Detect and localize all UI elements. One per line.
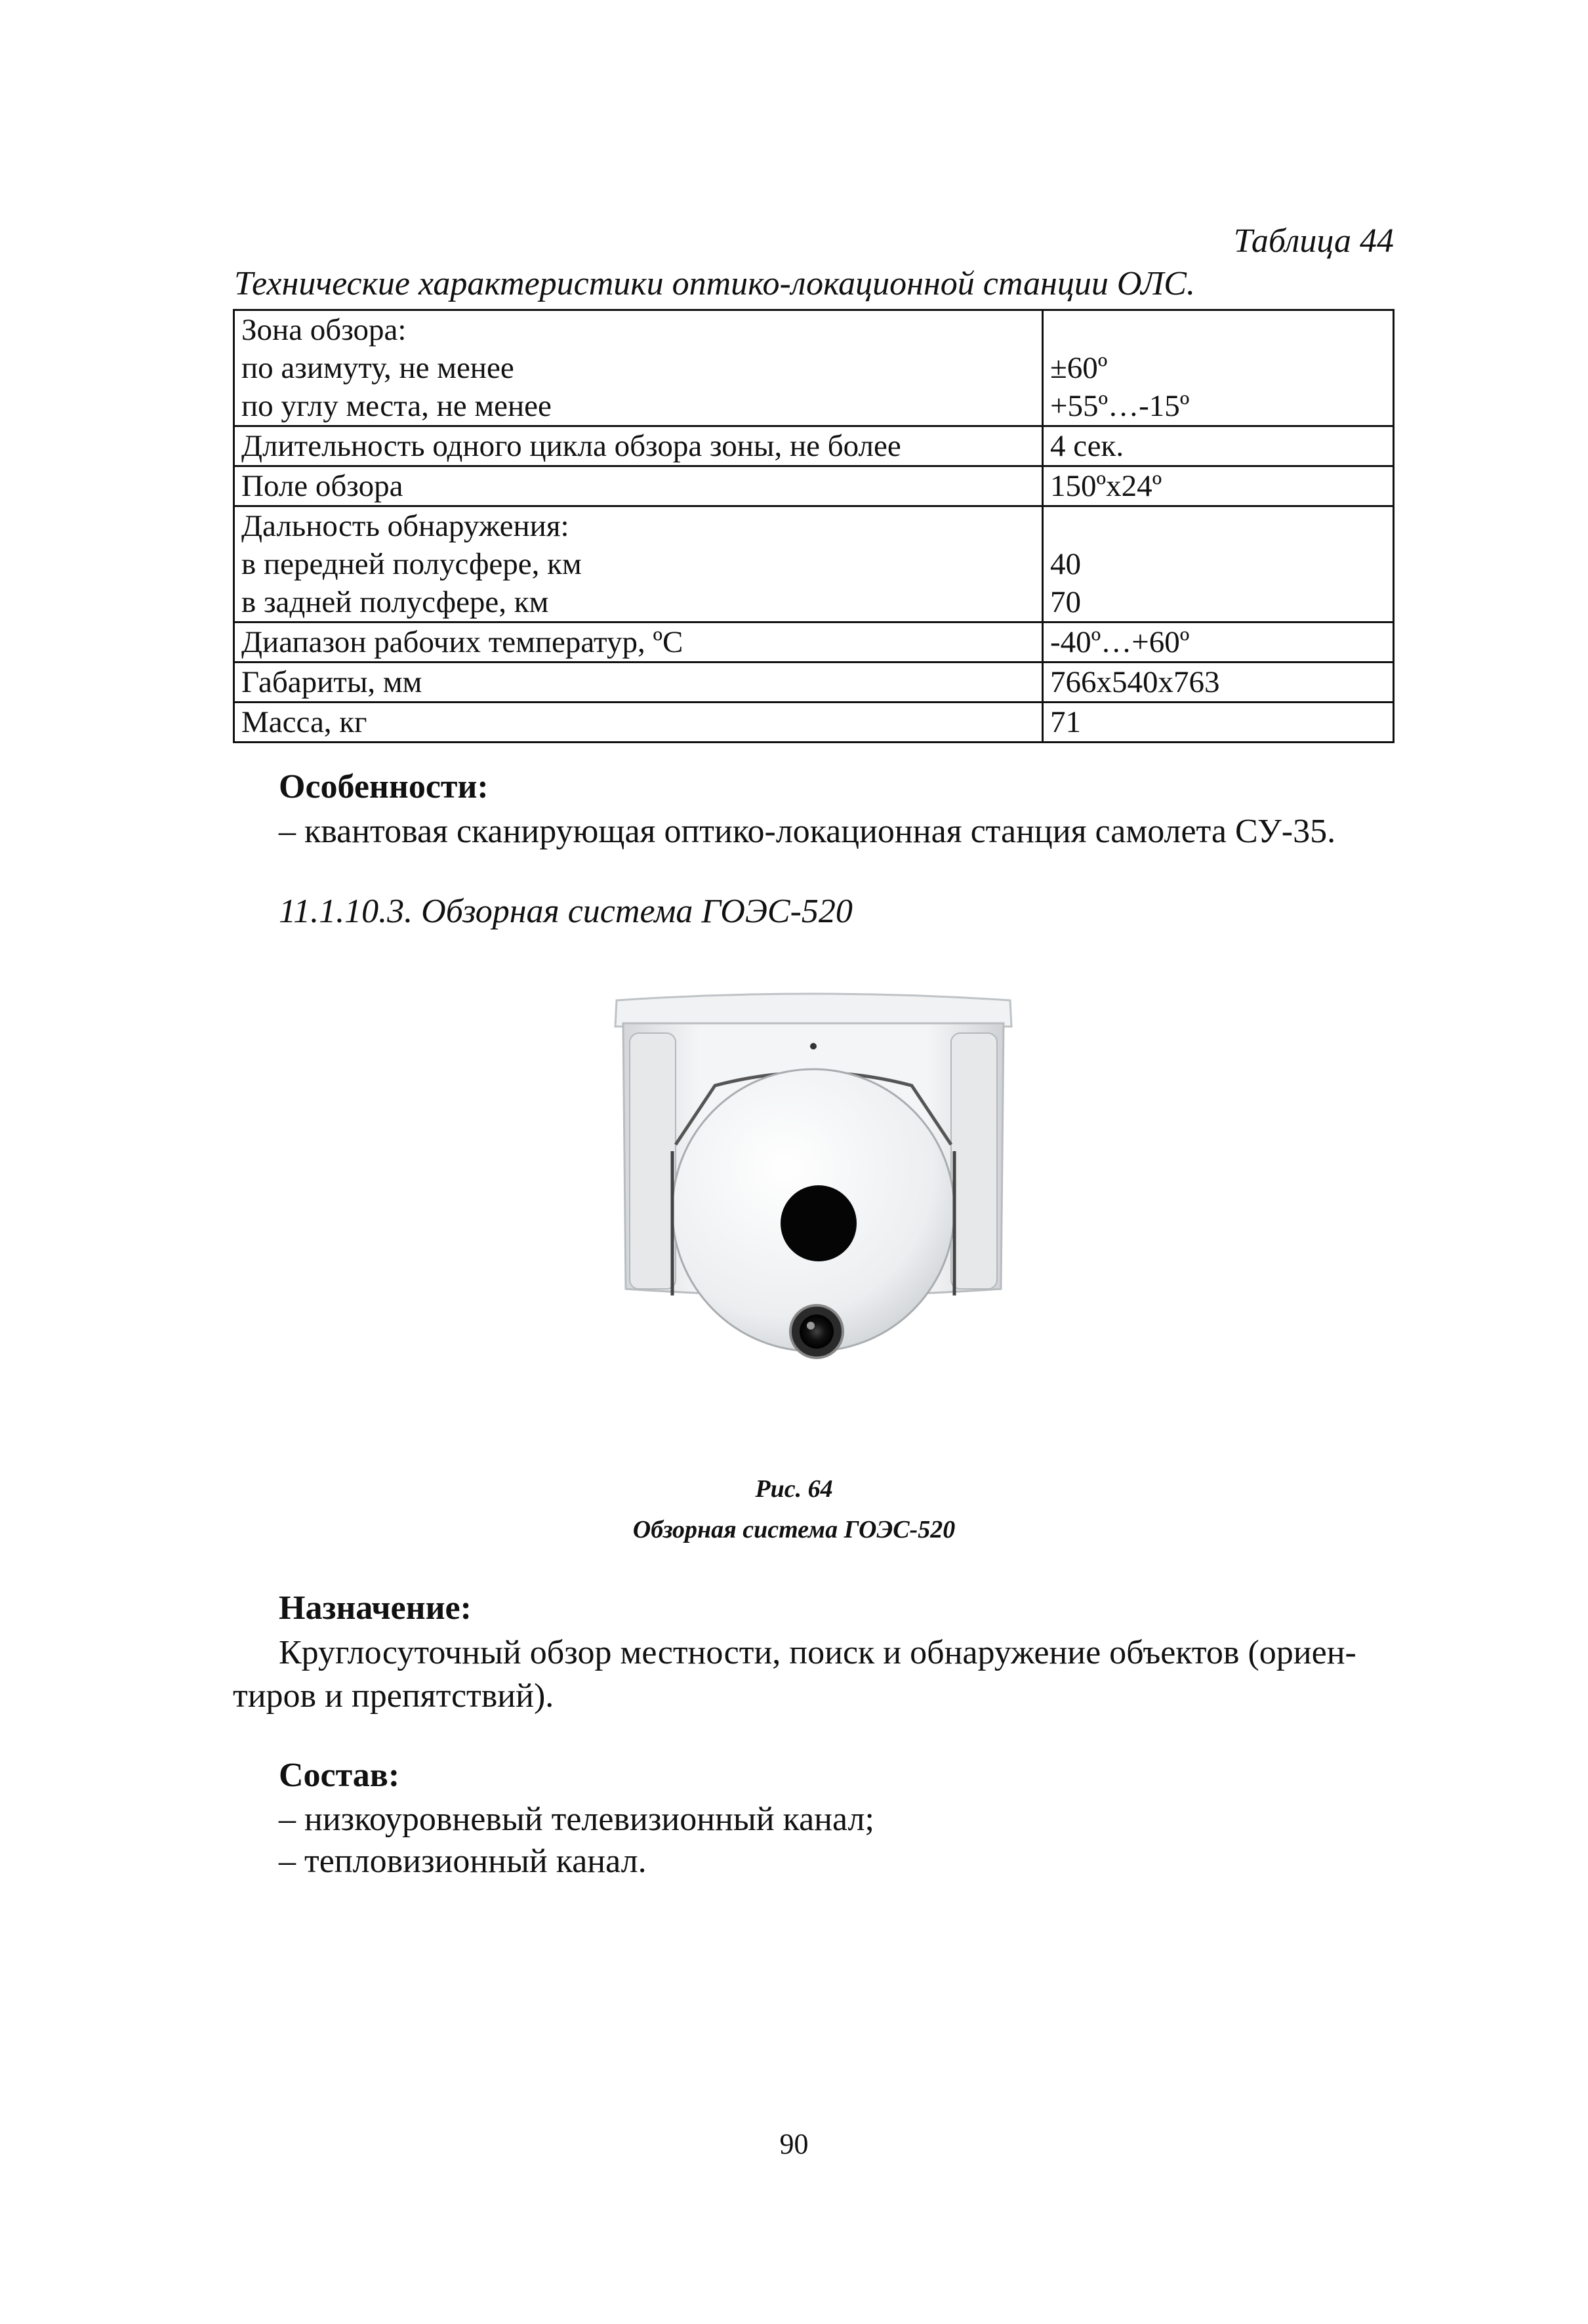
table-row bbox=[234, 703, 1394, 743]
value-line: 150ºx24º bbox=[1050, 469, 1162, 503]
table-row bbox=[234, 310, 1394, 426]
value-cell bbox=[1043, 506, 1394, 622]
value-cell bbox=[1043, 466, 1394, 506]
value-line: 71 bbox=[1050, 705, 1081, 739]
purpose-heading: Назначение: bbox=[279, 1589, 472, 1627]
table-row bbox=[234, 466, 1394, 506]
table-row bbox=[234, 663, 1394, 703]
param-cell bbox=[234, 663, 1043, 703]
param-line: Поле обзора bbox=[241, 469, 403, 503]
table-row bbox=[234, 622, 1394, 663]
composition-item: – низкоуровневый телевизионный канал; bbox=[279, 1801, 874, 1838]
param-line: по азимуту, не менее bbox=[241, 351, 514, 385]
page-number: 90 bbox=[779, 2128, 809, 2160]
value-line: 766x540x763 bbox=[1050, 665, 1220, 699]
figure-caption-title: Обзорная система ГОЭС-520 bbox=[632, 1516, 956, 1543]
composition-heading: Состав: bbox=[279, 1757, 400, 1794]
param-line: в передней полусфере, км bbox=[241, 547, 582, 581]
composition-item: – тепловизионный канал. bbox=[279, 1843, 647, 1880]
param-cell bbox=[234, 622, 1043, 663]
param-cell bbox=[234, 310, 1043, 426]
features-item: – квантовая сканирующая оптико-локационная станция самолета СУ-35. bbox=[279, 813, 1336, 850]
value-cell bbox=[1043, 622, 1394, 663]
spec-table bbox=[233, 309, 1395, 743]
param-line: Длительность одного цикла обзора зоны, не более bbox=[241, 429, 901, 463]
value-line: -40º…+60º bbox=[1050, 625, 1190, 659]
param-line: Дальность обнаружения: bbox=[241, 509, 569, 543]
purpose-line-1: Круглосуточный обзор местности, поиск и обнаружение объектов (ориен- bbox=[279, 1634, 1356, 1671]
value-line: 40 bbox=[1050, 547, 1081, 581]
table-title: Технические характеристики оптико-локационной станции ОЛС. bbox=[234, 265, 1195, 302]
value-line: ±60º bbox=[1050, 351, 1108, 385]
param-cell bbox=[234, 703, 1043, 743]
value-cell bbox=[1043, 703, 1394, 743]
purpose-line-2: тиров и препятствий). bbox=[233, 1677, 554, 1715]
value-cell bbox=[1043, 310, 1394, 426]
param-cell bbox=[234, 426, 1043, 466]
table-row bbox=[234, 426, 1394, 466]
value-line: 70 bbox=[1050, 585, 1081, 619]
param-line: Зона обзора: bbox=[241, 313, 407, 347]
value-cell bbox=[1043, 426, 1394, 466]
value-cell bbox=[1043, 663, 1394, 703]
value-line: +55º…-15º bbox=[1050, 389, 1190, 423]
features-heading: Особенности: bbox=[279, 768, 489, 805]
table-number: Таблица 44 bbox=[1233, 222, 1394, 260]
section-title: 11.1.10.3. Обзорная система ГОЭС-520 bbox=[279, 893, 853, 930]
value-line bbox=[1050, 507, 1386, 545]
param-line: по углу места, не менее bbox=[241, 389, 552, 423]
param-line: Диапазон рабочих температур, ºС bbox=[241, 625, 683, 659]
figure-goes-520 bbox=[610, 987, 1017, 1420]
param-cell bbox=[234, 506, 1043, 622]
param-cell bbox=[234, 466, 1043, 506]
table-row bbox=[234, 506, 1394, 622]
goes-520-image bbox=[610, 987, 1017, 1420]
value-line bbox=[1050, 311, 1386, 349]
param-line: в задней полусфере, км bbox=[241, 585, 549, 619]
param-line: Масса, кг bbox=[241, 705, 367, 739]
param-line: Габариты, мм bbox=[241, 665, 422, 699]
figure-caption-number: Рис. 64 bbox=[755, 1475, 833, 1503]
value-line: 4 сек. bbox=[1050, 429, 1124, 463]
